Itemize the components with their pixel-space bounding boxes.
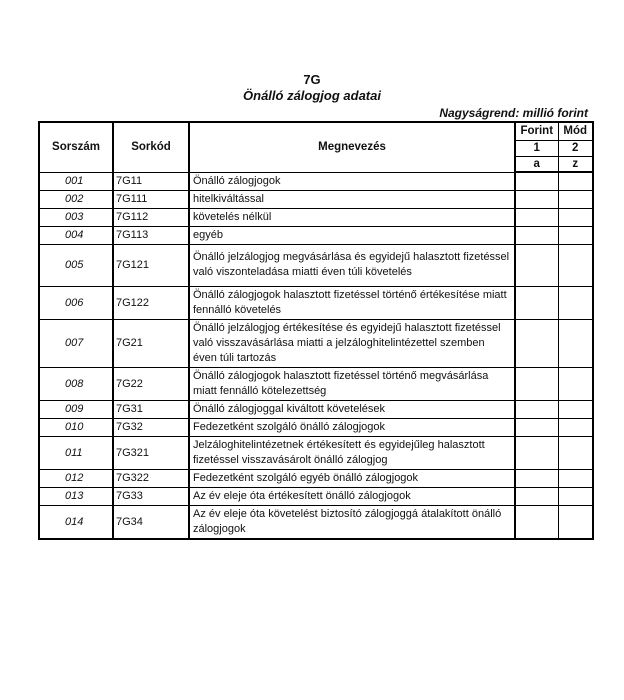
header-mod-num: 2 (558, 140, 593, 156)
mod-cell (558, 208, 593, 226)
mod-cell (558, 172, 593, 190)
mod-cell (558, 286, 593, 319)
row-code: 7G112 (113, 208, 189, 226)
row-index: 012 (39, 469, 113, 487)
mod-cell (558, 400, 593, 418)
header-forint: Forint (515, 122, 558, 140)
table-row (39, 286, 593, 319)
row-name: Önálló zálogjogok (189, 172, 515, 190)
data-table (38, 121, 594, 540)
mod-cell (558, 190, 593, 208)
row-index: 004 (39, 226, 113, 244)
mod-cell (558, 469, 593, 487)
row-index: 001 (39, 172, 113, 190)
row-name: hitelkiváltással (189, 190, 515, 208)
mod-cell (558, 505, 593, 539)
row-code: 7G11 (113, 172, 189, 190)
table-row (39, 319, 593, 367)
row-name: követelés nélkül (189, 208, 515, 226)
header-sorkod: Sorkód (113, 122, 189, 172)
row-index: 002 (39, 190, 113, 208)
forint-cell (515, 244, 558, 286)
table-subtitle: Önálló zálogjog adatai (243, 88, 381, 103)
header-sorszam: Sorszám (39, 122, 113, 172)
table-row (39, 436, 593, 469)
forint-cell (515, 226, 558, 244)
table-row (39, 172, 593, 190)
row-name: Az év eleje óta követelést biztosító zálogjoggá átalakított önálló zálogjogok (189, 505, 515, 539)
forint-cell (515, 172, 558, 190)
row-name: Önálló jelzálogjog értékesítése és egyidejű halasztott fizetéssel való visszavásárlása miatti a jelzáloghitelintézettel szemben éven túli tartozás (189, 319, 515, 367)
row-code: 7G22 (113, 367, 189, 400)
table-row (39, 487, 593, 505)
row-name: Fedezetként szolgáló egyéb önálló zálogjogok (189, 469, 515, 487)
table-row (39, 367, 593, 400)
mod-cell (558, 226, 593, 244)
row-index: 007 (39, 319, 113, 367)
forint-cell (515, 286, 558, 319)
row-name: Önálló zálogjogok halasztott fizetéssel történő megvásárlása miatt fennálló kötelezettség (189, 367, 515, 400)
row-code: 7G33 (113, 487, 189, 505)
mod-cell (558, 487, 593, 505)
row-index: 010 (39, 418, 113, 436)
header-mod-letter: z (558, 156, 593, 172)
row-index: 014 (39, 505, 113, 539)
table-row (39, 226, 593, 244)
table-row (39, 190, 593, 208)
forint-cell (515, 418, 558, 436)
row-name: Az év eleje óta értékesített önálló zálogjogok (189, 487, 515, 505)
forint-cell (515, 367, 558, 400)
row-code: 7G31 (113, 400, 189, 418)
row-index: 008 (39, 367, 113, 400)
forint-cell (515, 487, 558, 505)
row-index: 005 (39, 244, 113, 286)
forint-cell (515, 400, 558, 418)
mod-cell (558, 244, 593, 286)
row-code: 7G321 (113, 436, 189, 469)
row-index: 011 (39, 436, 113, 469)
header-megnevezes: Megnevezés (189, 122, 515, 172)
row-code: 7G113 (113, 226, 189, 244)
row-code: 7G21 (113, 319, 189, 367)
unit-label: Nagyságrend: millió forint (439, 106, 588, 120)
row-name: egyéb (189, 226, 515, 244)
header-forint-num: 1 (515, 140, 558, 156)
mod-cell (558, 367, 593, 400)
table-row (39, 469, 593, 487)
row-name: Önálló zálogjoggal kiváltott követelések (189, 400, 515, 418)
row-index: 003 (39, 208, 113, 226)
row-name: Fedezetként szolgáló önálló zálogjogok (189, 418, 515, 436)
mod-cell (558, 436, 593, 469)
row-index: 006 (39, 286, 113, 319)
row-name: Önálló zálogjogok halasztott fizetéssel történő értékesítése miatt fennálló követelés (189, 286, 515, 319)
forint-cell (515, 208, 558, 226)
row-code: 7G32 (113, 418, 189, 436)
row-code: 7G34 (113, 505, 189, 539)
table-row (39, 505, 593, 539)
header-forint-letter: a (515, 156, 558, 172)
table-code: 7G (303, 72, 321, 87)
table-row (39, 208, 593, 226)
table-row (39, 418, 593, 436)
row-code: 7G122 (113, 286, 189, 319)
row-index: 013 (39, 487, 113, 505)
table-row (39, 400, 593, 418)
forint-cell (515, 505, 558, 539)
row-code: 7G322 (113, 469, 189, 487)
mod-cell (558, 319, 593, 367)
table-row (39, 244, 593, 286)
forint-cell (515, 190, 558, 208)
header-mod: Mód (558, 122, 593, 140)
row-index: 009 (39, 400, 113, 418)
row-code: 7G121 (113, 244, 189, 286)
forint-cell (515, 436, 558, 469)
row-name: Önálló jelzálogjog megvásárlása és egyidejű halasztott fizetéssel való viszonteladása miatti éven túli követelés (189, 244, 515, 286)
row-code: 7G111 (113, 190, 189, 208)
forint-cell (515, 319, 558, 367)
forint-cell (515, 469, 558, 487)
row-name: Jelzáloghitelintézetnek értékesített és egyidejűleg halasztott fizetéssel visszavásárolt önálló zálogjog (189, 436, 515, 469)
mod-cell (558, 418, 593, 436)
